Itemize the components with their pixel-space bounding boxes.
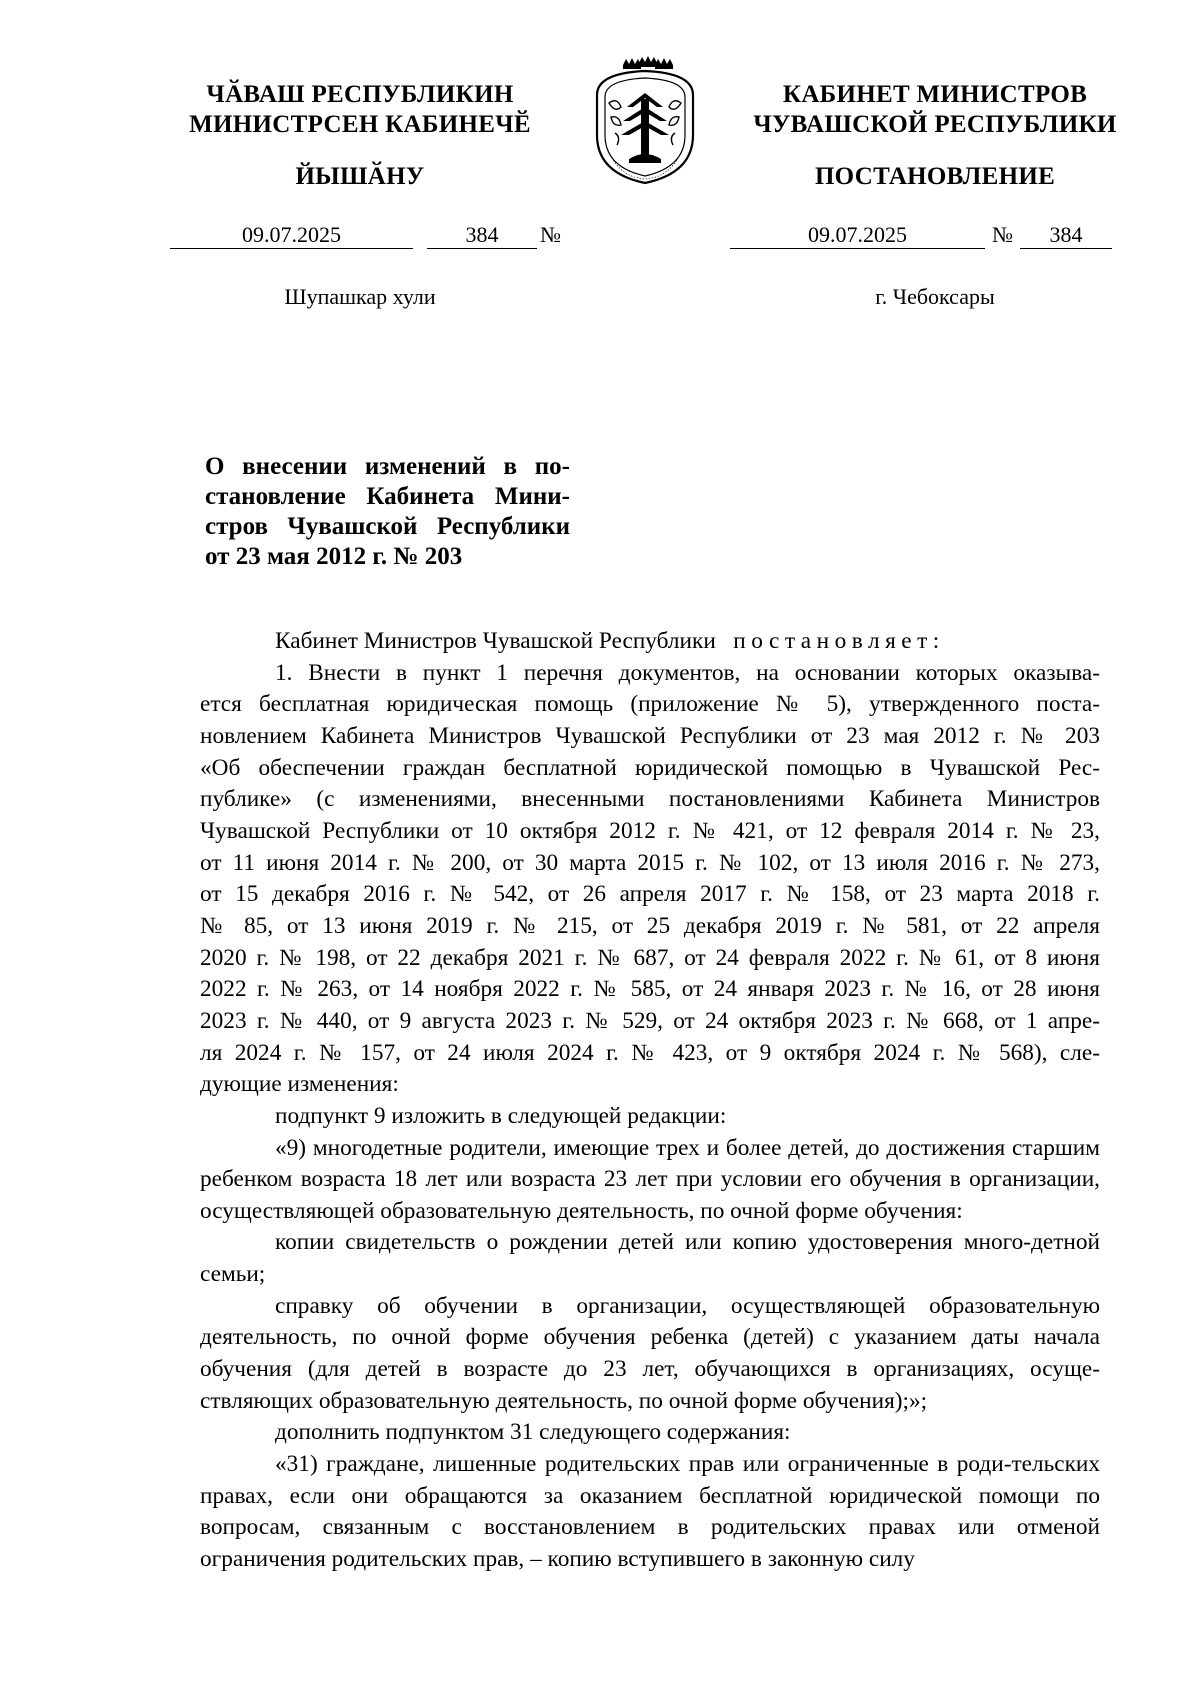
right-header-line1: КАБИНЕТ МИНИСТРОВ <box>782 81 1088 108</box>
title-line: О внесении изменений в по- <box>205 453 570 480</box>
left-header-line1: ЧӐВАШ РЕСПУБЛИКИН <box>206 81 514 108</box>
paragraph-2: подпункт 9 изложить в следующей редакции: <box>275 1102 727 1129</box>
left-doc-type: ЙЫШӐНУ <box>295 163 425 190</box>
right-date: 09.07.2025 <box>808 222 907 247</box>
paragraph-6: дополнить подпунктом 31 следующего содержания: <box>275 1419 791 1446</box>
p1-line: № 85, от 13 июня 2019 г. № 215, от 25 декабря 2019 г. № 581, от 22 апреля <box>200 912 1100 939</box>
intro-verb: постановляет: <box>733 628 945 654</box>
paragraph-1 <box>200 658 1100 1101</box>
crown-icon <box>623 58 641 69</box>
title-line: становление Кабинета Мини- <box>205 483 570 510</box>
left-city: Шупашкар хули <box>284 284 436 309</box>
left-header-line2: МИНИСТРСЕН КАБИНЕЧӖ <box>189 111 531 138</box>
crown-icon <box>639 56 657 67</box>
paragraph-7: «31) граждане, лишенные родительских прав или ограниченные в роди-тельских правах, если они обращаются за оказанием бесплатной юридической помощи по вопросам, связанным с восстановлением в родительских правах или отменой ограничения родительских прав, – копию вступившего в законную силу <box>200 1451 1100 1573</box>
crown-icon <box>655 58 673 69</box>
p1-line: ется бесплатная юридическая помощь (приложение № 5), утвержденного поста- <box>200 691 1100 718</box>
document-body <box>200 626 1100 1576</box>
left-number: 384 <box>465 222 499 247</box>
title-line: стров Чувашской Республики <box>205 513 570 540</box>
p1-line: от 15 декабря 2016 г. № 542, от 26 апреля 2017 г. № 158, от 23 марта 2018 г. <box>200 881 1100 908</box>
intro-prefix: Кабинет Министров Чувашской Республики <box>275 628 716 654</box>
p1-line: 2023 г. № 440, от 9 августа 2023 г. № 529, от 24 октября 2023 г. № 668, от 1 апре- <box>200 1007 1100 1034</box>
p1-line: 2020 г. № 198, от 22 декабря 2021 г. № 687, от 24 февраля 2022 г. № 61, от 8 июня <box>200 944 1100 971</box>
emblem <box>575 55 715 187</box>
p1-line: новлением Кабинета Министров Чувашской Республики от 23 мая 2012 г. № 203 <box>200 722 1100 749</box>
right-city: г. Чебоксары <box>875 284 995 309</box>
right-number: 384 <box>1049 222 1083 247</box>
p1-line: дующие изменения: <box>200 1071 399 1098</box>
right-doc-type: ПОСТАНОВЛЕНИЕ <box>814 163 1056 190</box>
p1-line: от 11 июня 2014 г. № 200, от 30 марта 2015 г. № 102, от 13 июля 2016 г. № 273, <box>200 849 1100 876</box>
paragraph-5: справку об обучении в организации, осуществляющей образовательную деятельность, по очной форме обучения ребенка (детей) с указанием даты начала обучения (для детей в возрасте до 23 лет, обучающихся в организациях, осуще-ствляющих образовательную деятельность, по очной форме обучения);»; <box>200 1292 1100 1414</box>
title-line: от 23 мая 2012 г. № 203 <box>205 543 463 570</box>
p1-line: Чувашской Республики от 10 октября 2012 г. № 421, от 12 февраля 2014 г. № 23, <box>200 817 1100 844</box>
left-number-sign: № <box>540 222 561 247</box>
left-date: 09.07.2025 <box>242 222 341 247</box>
p1-line: публике» (с изменениями, внесенными постановлениями Кабинета Министров <box>200 786 1100 813</box>
p1-line: «Об обеспечении граждан бесплатной юридической помощью в Чувашской Рес- <box>200 754 1100 781</box>
p1-line: 2022 г. № 263, от 14 ноября 2022 г. № 585, от 24 января 2023 г. № 16, от 28 июня <box>200 976 1100 1003</box>
p1-line: 1. Внести в пункт 1 перечня документов, на основании которых оказыва- <box>275 659 1100 686</box>
p1-line: ля 2024 г. № 157, от 24 июля 2024 г. № 423, от 9 октября 2024 г. № 568), сле- <box>200 1039 1100 1066</box>
document-title <box>205 452 570 572</box>
paragraph-4: копии свидетельств о рождении детей или копию удостоверения много-детной семьи; <box>200 1229 1100 1288</box>
intro-paragraph <box>200 626 1100 658</box>
right-number-sign: № <box>992 222 1013 247</box>
emblem-icon <box>575 55 715 187</box>
right-header-line2: ЧУВАШСКОЙ РЕСПУБЛИКИ <box>753 111 1117 138</box>
paragraph-3: «9) многодетные родители, имеющие трех и более детей, до достижения старшим ребенком возраста 18 лет или возраста 23 лет при условии его обучения в организации, осуществляющей образовательную деятельность, по очной форме обучения: <box>200 1134 1100 1224</box>
